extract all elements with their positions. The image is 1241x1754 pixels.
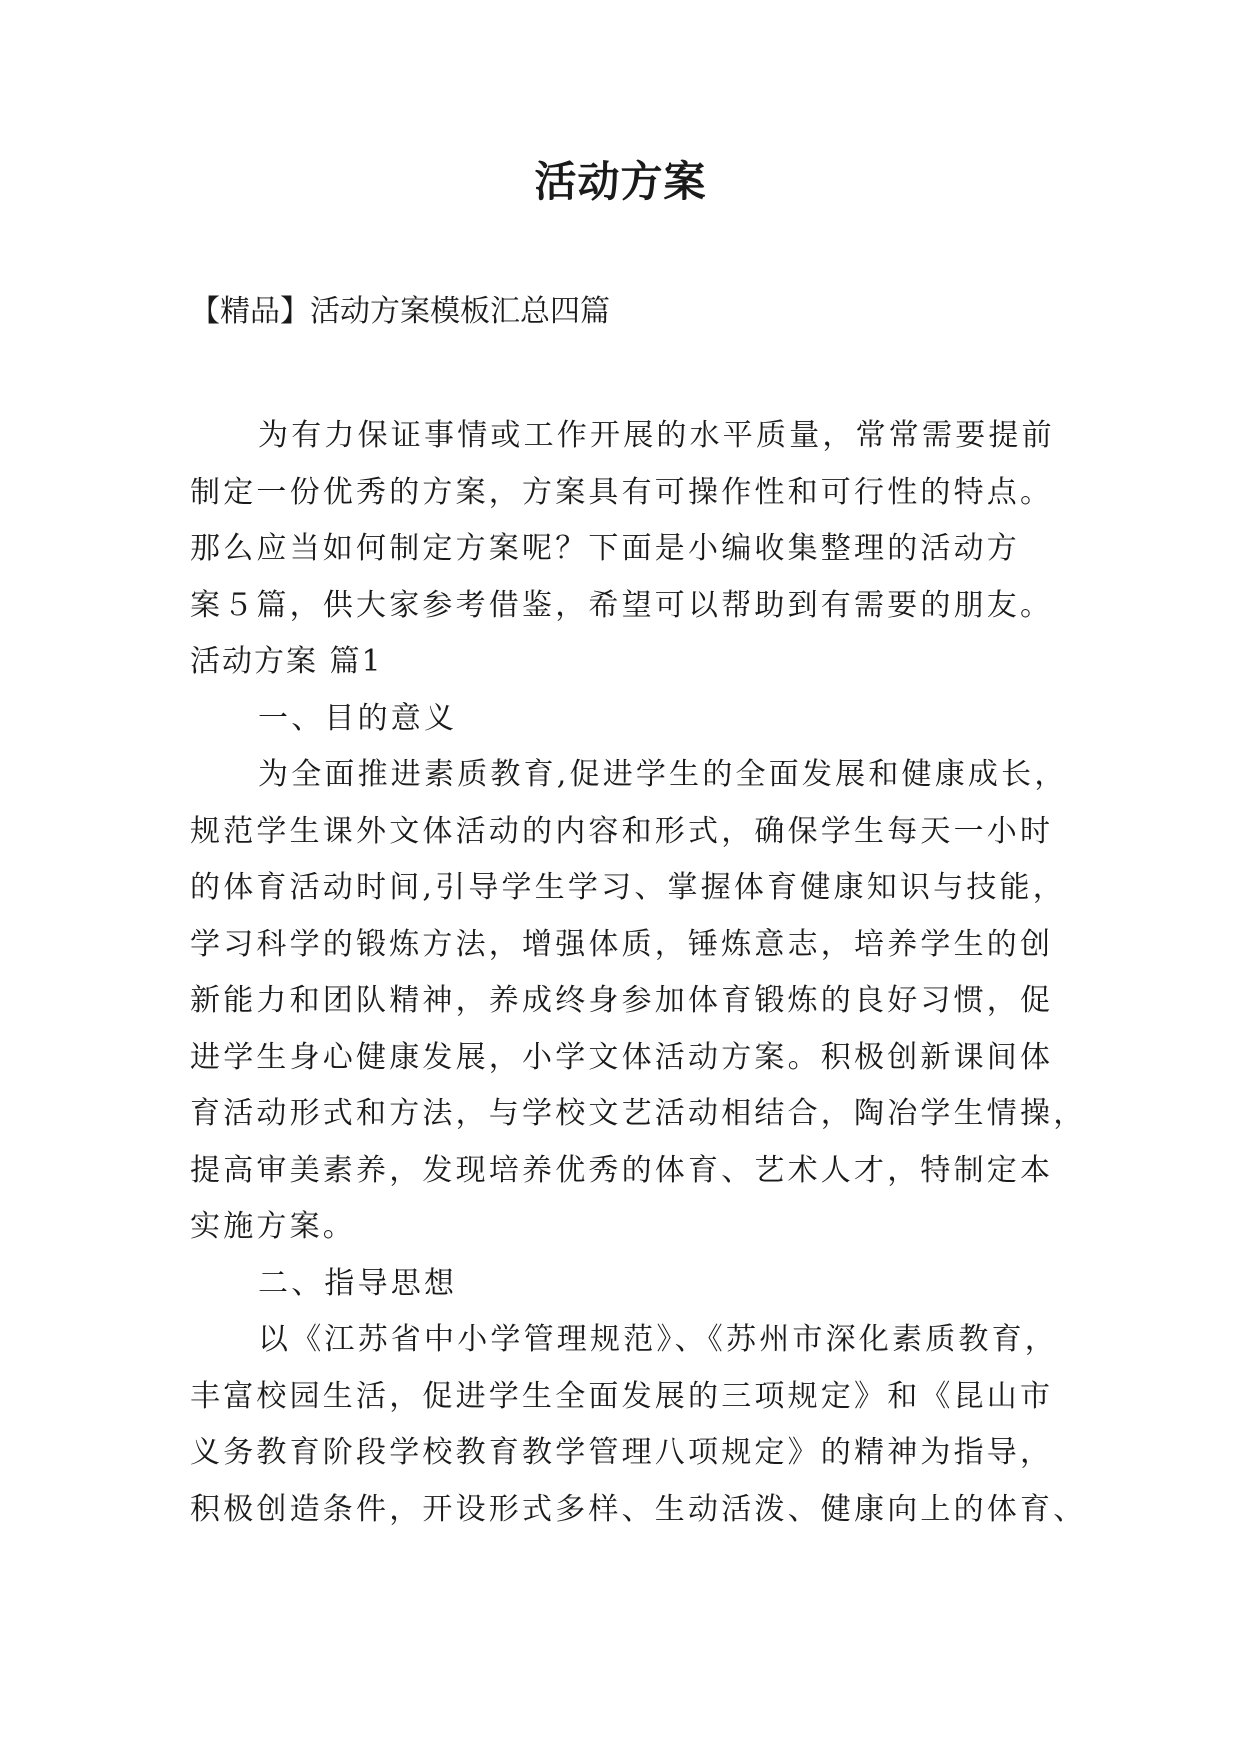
body-line: 新能力和团队精神，养成终身参加体育锻炼的良好习惯，促 bbox=[190, 983, 1054, 1018]
body-line: 丰富校园生活，促进学生全面发展的三项规定》和《昆山市 bbox=[190, 1378, 1054, 1414]
body-line: 义务教育阶段学校教育教学管理八项规定》的精神为指导， bbox=[190, 1435, 1054, 1470]
body-line: 育活动形式和方法，与学校文艺活动相结合，陶冶学生情操， bbox=[190, 1096, 1087, 1131]
body-line: 以《江苏省中小学管理规范》、《苏州市深化素质教育， bbox=[258, 1322, 1058, 1357]
document-body bbox=[190, 408, 1087, 1538]
body-line: 那么应当如何制定方案呢？下面是小编收集整理的活动方 bbox=[190, 531, 1020, 566]
body-line: 学习科学的锻炼方法，增强体质，锤炼意志，培养学生的创 bbox=[190, 926, 1054, 962]
document-subtitle: 【精品】活动方案模板汇总四篇 bbox=[190, 294, 610, 329]
body-line: 的体育活动时间,引导学生学习、掌握体育健康知识与技能， bbox=[190, 870, 1066, 905]
page-title: 活动方案 bbox=[534, 157, 707, 206]
body-line: 进学生身心健康发展，小学文体活动方案。积极创新课间体 bbox=[190, 1039, 1054, 1075]
body-line: 为有力保证事情或工作开展的水平质量，常常需要提前 bbox=[258, 418, 1055, 453]
body-line: 提高审美素养，发现培养优秀的体育、艺术人才，特制定本 bbox=[190, 1152, 1054, 1188]
body-line: 为全面推进素质教育,促进学生的全面发展和健康成长， bbox=[258, 757, 1068, 792]
body-line: 积极创造条件，开设形式多样、生动活泼、健康向上的体育、 bbox=[190, 1491, 1087, 1527]
section-heading: 一、目的意义 bbox=[258, 700, 458, 736]
body-line: 规范学生课外文体活动的内容和形式，确保学生每天一小时 bbox=[190, 813, 1054, 849]
section-heading: 活动方案 篇1 bbox=[190, 644, 383, 679]
body-line: 制定一份优秀的方案，方案具有可操作性和可行性的特点。 bbox=[190, 474, 1054, 510]
body-line: 案５篇，供大家参考借鉴，希望可以帮助到有需要的朋友。 bbox=[190, 587, 1054, 623]
section-heading: 二、指导思想 bbox=[258, 1265, 458, 1301]
body-line: 实施方案。 bbox=[190, 1209, 356, 1244]
